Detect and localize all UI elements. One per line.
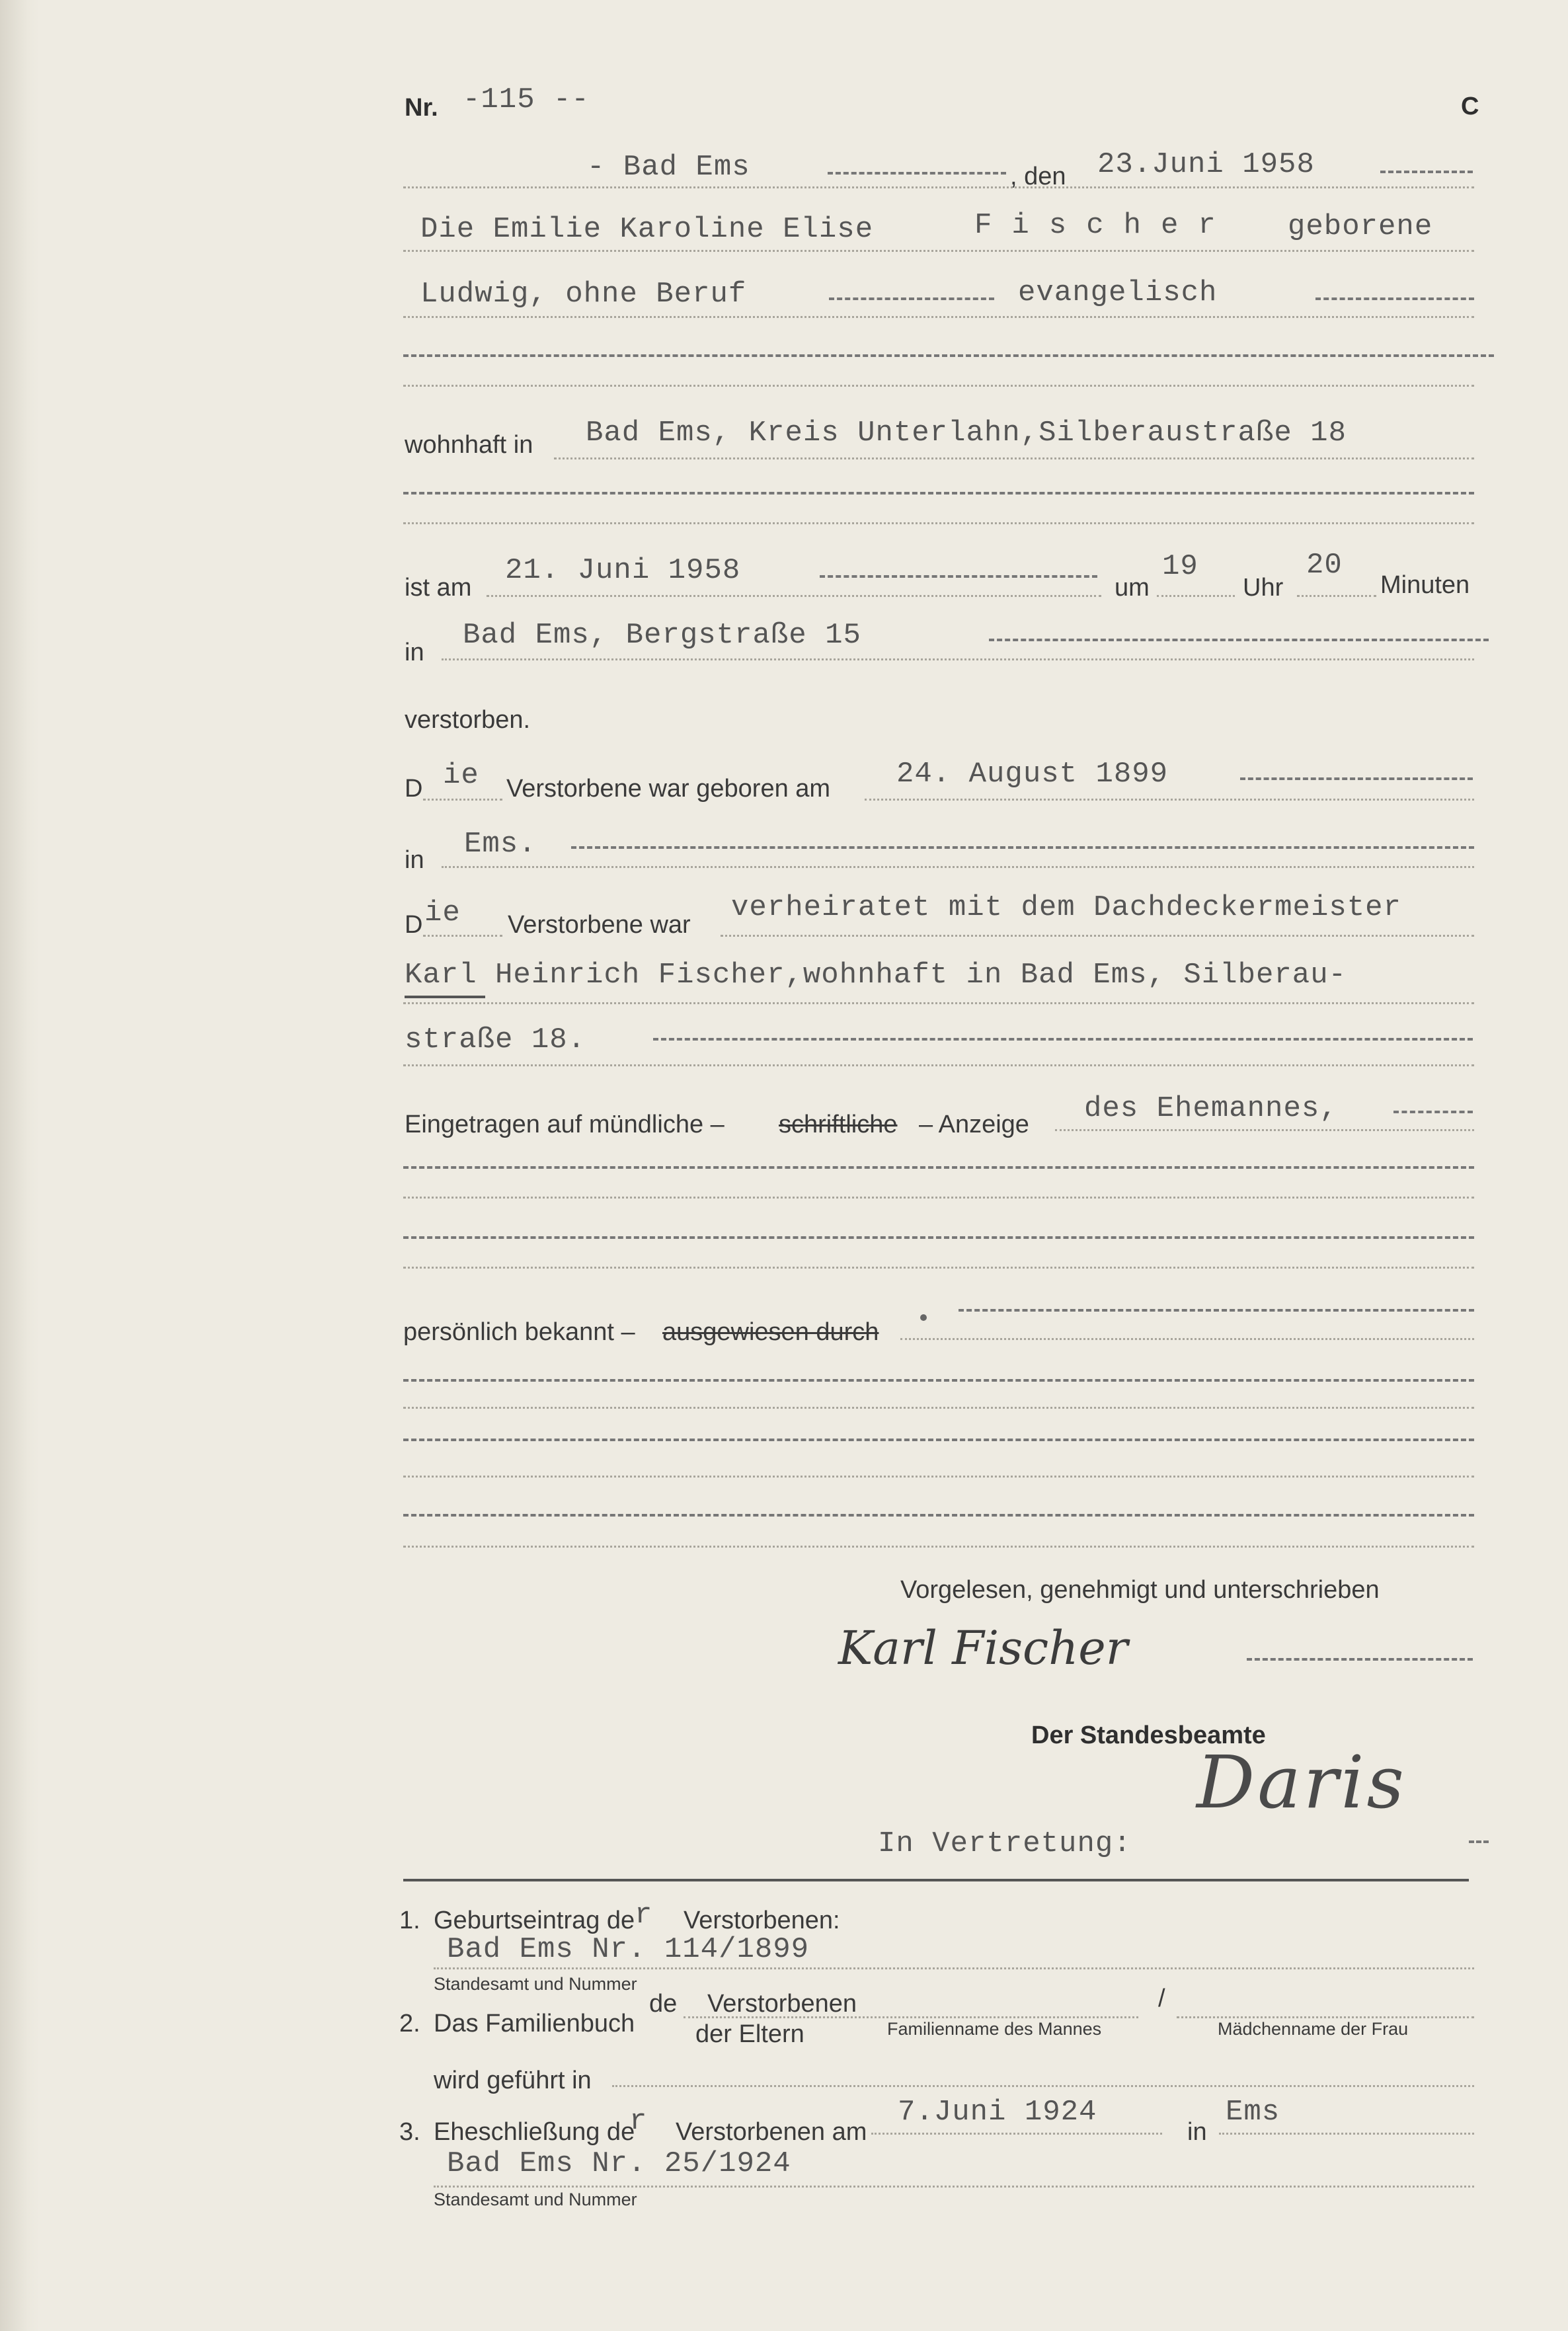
dotted-line xyxy=(403,385,1474,387)
item-2-number: 2. xyxy=(399,2010,420,2037)
register-number: -115 -- xyxy=(463,83,590,116)
nr-label: Nr. xyxy=(405,94,438,122)
deceased-surname: Fischer xyxy=(974,209,1235,242)
fill-dashes xyxy=(403,1514,1474,1517)
fill-dashes xyxy=(571,846,1474,849)
familienbuch-label: Das Familienbuch xyxy=(434,2010,635,2037)
fill-dashes xyxy=(1469,1840,1489,1843)
dotted-line xyxy=(554,457,1474,459)
birth-entry-label-b: Verstorbenen: xyxy=(684,1907,840,1934)
dotted-line xyxy=(403,250,1474,252)
fill-dashes xyxy=(403,1439,1474,1441)
registration-place: - Bad Ems xyxy=(587,151,750,184)
deputy-label: In Vertretung: xyxy=(878,1827,1132,1860)
dotted-line xyxy=(403,1064,1474,1066)
read-approved-label: Vorgelesen, genehmigt und unterschrieben xyxy=(900,1576,1380,1604)
dotted-line xyxy=(871,2133,1162,2135)
um-label: um xyxy=(1115,574,1150,602)
dotted-line xyxy=(1157,595,1235,597)
dotted-line xyxy=(403,1267,1474,1269)
birth-label: Verstorbene war geboren am xyxy=(506,775,831,803)
marital-d-label: D xyxy=(405,911,423,939)
religion: evangelisch xyxy=(1018,276,1218,309)
dotted-line xyxy=(1219,2133,1474,2135)
birth-entry-value: Bad Ems Nr. 114/1899 xyxy=(447,1933,810,1966)
gefuehrt-label: wird geführt in xyxy=(434,2067,592,2094)
marriage-entry-value: Bad Ems Nr. 25/1924 xyxy=(447,2147,791,2180)
maiden-name-occupation: Ludwig, ohne Beruf xyxy=(420,278,747,311)
maedchenname-label: Mädchenname der Frau xyxy=(1218,2019,1409,2039)
fill-dashes xyxy=(1380,171,1473,173)
official-signature: Daris xyxy=(1196,1740,1407,1825)
marital-d-suffix: ie xyxy=(424,896,461,929)
fill-dashes xyxy=(959,1309,1474,1312)
verstorbenen-label: Verstorbenen xyxy=(707,1990,857,2018)
birth-entry-label: Geburtseintrag de xyxy=(434,1907,635,1934)
fill-dashes xyxy=(1240,777,1473,780)
standesamt-label: Standesamt und Nummer xyxy=(434,1974,637,1994)
fill-dashes xyxy=(403,354,1494,357)
registration-label-struck: schriftliche xyxy=(779,1111,898,1138)
eltern-label: der Eltern xyxy=(695,2020,804,2048)
fill-dashes xyxy=(403,492,1474,494)
fill-dashes xyxy=(829,297,994,300)
item-1-number: 1. xyxy=(399,1907,420,1934)
marital-status-line-1: verheiratet mit dem Dachdeckermeister xyxy=(731,891,1401,924)
dotted-line xyxy=(684,2016,1138,2018)
underline-mark xyxy=(405,996,485,998)
wohnhaft-label: wohnhaft in xyxy=(405,431,533,459)
marital-status-line-2: Karl Heinrich Fischer,wohnhaft in Bad Ems, Silberau- xyxy=(405,959,1347,992)
birth-entry-r: r xyxy=(635,1899,653,1932)
familienname-label: Familienname des Mannes xyxy=(887,2019,1102,2039)
fill-dashes xyxy=(1393,1111,1473,1113)
dotted-line xyxy=(612,2085,1474,2087)
den-label: , den xyxy=(1010,163,1066,190)
dotted-line xyxy=(403,522,1474,524)
fill-dashes xyxy=(403,1236,1474,1239)
dotted-line xyxy=(865,799,1474,801)
slash-separator: / xyxy=(1158,1985,1165,2012)
dotted-line xyxy=(434,1967,1474,1969)
dotted-line xyxy=(403,1197,1474,1199)
fill-dashes xyxy=(403,1166,1474,1169)
verstorben-label: verstorben. xyxy=(405,706,531,734)
in-label: in xyxy=(405,639,424,666)
marriage-r: r xyxy=(629,2105,648,2138)
birth-d-suffix: ie xyxy=(443,759,479,792)
corner-letter: C xyxy=(1461,93,1479,120)
dotted-line xyxy=(403,1476,1474,1478)
marriage-label-b: Verstorbenen am xyxy=(676,2118,867,2146)
fill-dashes xyxy=(820,575,1097,578)
registration-label-a: Eingetragen auf mündliche – xyxy=(405,1111,725,1138)
uhr-label: Uhr xyxy=(1243,574,1284,602)
dotted-line xyxy=(423,799,502,801)
page-binding-shadow xyxy=(0,0,40,2331)
informant-signature: Karl Fischer xyxy=(838,1621,1128,1675)
marriage-place: Ems xyxy=(1226,2096,1280,2129)
dot-mark xyxy=(920,1314,927,1321)
marriage-label: Eheschließung de xyxy=(434,2118,635,2146)
dotted-line xyxy=(1297,595,1376,597)
dotted-line xyxy=(442,866,1474,868)
registration-date: 23.Juni 1958 xyxy=(1097,148,1315,181)
dotted-line xyxy=(1055,1129,1474,1131)
fill-dashes xyxy=(989,639,1489,641)
death-place: Bad Ems, Bergstraße 15 xyxy=(463,619,861,652)
standesamt-label-2: Standesamt und Nummer xyxy=(434,2190,637,2209)
dotted-line xyxy=(721,935,1474,937)
marital-status-line-3: straße 18. xyxy=(405,1023,586,1056)
geborene-label: geborene xyxy=(1288,210,1433,243)
dotted-line xyxy=(1177,2016,1474,2018)
marital-label: Verstorbene war xyxy=(508,911,691,939)
dotted-line xyxy=(423,935,502,937)
dotted-line xyxy=(434,2186,1474,2188)
de-label: de xyxy=(649,1990,678,2018)
dotted-line xyxy=(403,1546,1474,1548)
identity-label-a: persönlich bekannt – xyxy=(403,1318,635,1346)
death-hour: 19 xyxy=(1162,550,1198,583)
registration-informant: des Ehemannes, xyxy=(1084,1092,1338,1125)
dotted-line xyxy=(487,595,1101,597)
dotted-line xyxy=(403,316,1474,318)
dotted-line xyxy=(442,658,1474,660)
ist-am-label: ist am xyxy=(405,574,472,602)
official-label: Der Standesbeamte xyxy=(1031,1721,1266,1749)
identity-label-struck: ausgewiesen durch xyxy=(662,1318,879,1346)
fill-dashes xyxy=(403,1379,1474,1382)
registration-label-b: – Anzeige xyxy=(919,1111,1029,1138)
birth-place: Ems. xyxy=(464,828,537,861)
marriage-date: 7.Juni 1924 xyxy=(898,2096,1097,2129)
fill-dashes xyxy=(1315,297,1474,300)
dotted-line xyxy=(403,1407,1474,1409)
deceased-given-names: Die Emilie Karoline Elise xyxy=(420,213,874,246)
birth-date: 24. August 1899 xyxy=(896,758,1169,791)
birth-in-label: in xyxy=(405,846,424,874)
residence-address: Bad Ems, Kreis Unterlahn,Silberaustraße 18 xyxy=(586,416,1347,450)
marriage-in-label: in xyxy=(1187,2118,1207,2146)
birth-d-label: D xyxy=(405,775,423,803)
minuten-label: Minuten xyxy=(1380,571,1470,599)
fill-dashes xyxy=(653,1038,1473,1041)
fill-dashes xyxy=(1247,1658,1473,1661)
item-3-number: 3. xyxy=(399,2118,420,2146)
section-divider xyxy=(403,1879,1469,1881)
dotted-line xyxy=(403,186,1474,188)
fill-dashes xyxy=(828,172,1006,175)
dotted-line xyxy=(900,1338,1474,1340)
death-date: 21. Juni 1958 xyxy=(505,554,741,587)
dotted-line xyxy=(403,1002,1474,1004)
death-minute: 20 xyxy=(1306,549,1343,582)
